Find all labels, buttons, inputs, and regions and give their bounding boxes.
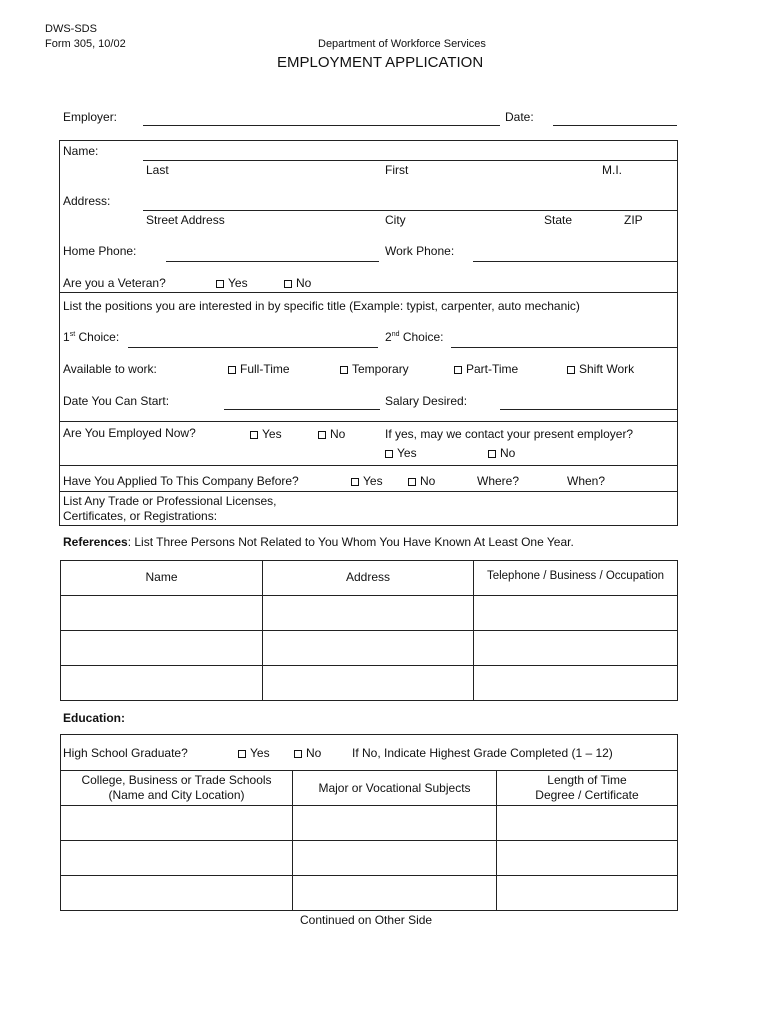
checkbox-icon[interactable]	[228, 366, 236, 374]
veteran-yes-option[interactable]	[216, 276, 248, 290]
employed-question: Are You Employed Now?	[63, 426, 196, 440]
applied-when-label: When?	[567, 474, 606, 488]
divider	[59, 491, 678, 492]
shift-work-option[interactable]	[567, 362, 634, 376]
option-label: Full-Time	[240, 362, 290, 376]
ordinal-suffix: nd	[391, 331, 400, 338]
references-heading-bold: References	[63, 535, 128, 549]
option-label: Shift Work	[579, 362, 635, 376]
applied-no-option[interactable]	[408, 474, 435, 488]
available-label: Available to work:	[63, 362, 157, 376]
address-zip-caption: ZIP	[624, 213, 643, 227]
veteran-question: Are you a Veteran?	[63, 276, 166, 290]
ordinal-suffix: st	[69, 331, 76, 338]
education-col-school	[61, 773, 292, 803]
date-field[interactable]	[553, 125, 677, 126]
option-label: Yes	[363, 474, 383, 488]
education-col-major: Major or Vocational Subjects	[318, 781, 471, 795]
applied-yes-option[interactable]	[351, 474, 383, 488]
choice-label: Choice:	[75, 330, 120, 344]
option-label: Yes	[397, 446, 417, 460]
positions-instruction: List the positions you are interested in by specific title (Example: typist, carpenter, auto mechanic)	[63, 299, 580, 313]
divider	[59, 465, 678, 466]
checkbox-icon[interactable]	[488, 450, 496, 458]
checkbox-icon[interactable]	[250, 431, 258, 439]
page-title: EMPLOYMENT APPLICATION	[277, 54, 484, 71]
checkbox-icon[interactable]	[294, 750, 302, 758]
start-date-label: Date You Can Start:	[63, 394, 170, 408]
checkbox-icon[interactable]	[238, 750, 246, 758]
date-label: Date:	[505, 110, 534, 124]
first-choice-label	[63, 330, 119, 344]
name-first-caption: First	[385, 163, 409, 177]
option-label: Yes	[228, 276, 248, 290]
option-label: Yes	[250, 746, 270, 760]
col-header-line: (Name and City Location)	[108, 788, 245, 802]
work-phone-field[interactable]	[473, 261, 678, 262]
employer-field[interactable]	[143, 125, 500, 126]
address-street-caption: Street Address	[146, 213, 225, 227]
checkbox-icon[interactable]	[351, 478, 359, 486]
first-choice-field[interactable]	[128, 347, 378, 348]
col-header-line: Degree / Certificate	[535, 788, 639, 802]
salary-field[interactable]	[500, 409, 678, 410]
checkbox-icon[interactable]	[216, 280, 224, 288]
option-label: Temporary	[352, 362, 409, 376]
employed-no-option[interactable]	[318, 427, 345, 441]
ordinal-number: 1	[63, 330, 70, 344]
address-field[interactable]	[143, 210, 678, 211]
col-header-line: College, Business or Trade Schools	[81, 773, 272, 787]
checkbox-icon[interactable]	[385, 450, 393, 458]
form-code: DWS-SDS	[45, 23, 97, 35]
applied-question: Have You Applied To This Company Before?	[63, 474, 299, 488]
education-row-3[interactable]	[61, 876, 677, 910]
hs-no-option[interactable]	[294, 746, 321, 760]
reference-row-2[interactable]	[61, 631, 677, 664]
applicant-info-box	[59, 140, 678, 526]
option-label: No	[330, 427, 346, 441]
choice-label: Choice:	[399, 330, 444, 344]
second-choice-field[interactable]	[451, 347, 678, 348]
divider	[59, 421, 678, 422]
address-label: Address:	[63, 194, 111, 208]
education-col-length	[497, 773, 677, 803]
col-header-line: Length of Time	[547, 773, 627, 787]
salary-label: Salary Desired:	[385, 394, 468, 408]
department-name: Department of Workforce Services	[318, 38, 486, 50]
hs-yes-option[interactable]	[238, 746, 270, 760]
licenses-label-line2: Certificates, or Registrations:	[63, 509, 218, 523]
reference-row-3[interactable]	[61, 666, 677, 700]
employer-label: Employer:	[63, 110, 118, 124]
name-label: Name:	[63, 144, 99, 158]
name-mi-caption: M.I.	[602, 163, 622, 177]
employed-yes-option[interactable]	[250, 427, 282, 441]
name-last-caption: Last	[146, 163, 169, 177]
option-label: Yes	[262, 427, 282, 441]
work-phone-label: Work Phone:	[385, 244, 455, 258]
contact-no-option[interactable]	[488, 446, 515, 460]
references-heading-text: : List Three Persons Not Related to You Whom You Have Known At Least One Year.	[127, 535, 574, 549]
home-phone-label: Home Phone:	[63, 244, 137, 258]
references-col-phone: Telephone / Business / Occupation	[486, 570, 665, 582]
option-label: No	[500, 446, 516, 460]
divider	[59, 292, 678, 293]
checkbox-icon[interactable]	[318, 431, 326, 439]
option-label: No	[420, 474, 436, 488]
licenses-label-line1: List Any Trade or Professional Licenses,	[63, 494, 277, 508]
full-time-option[interactable]	[228, 362, 290, 376]
checkbox-icon[interactable]	[340, 366, 348, 374]
continued-note: Continued on Other Side	[300, 913, 433, 927]
name-field[interactable]	[143, 160, 678, 161]
row-divider	[60, 770, 678, 771]
option-label: Part-Time	[466, 362, 519, 376]
contact-question: If yes, may we contact your present employer?	[385, 427, 634, 441]
checkbox-icon[interactable]	[408, 478, 416, 486]
education-row-2[interactable]	[61, 841, 677, 874]
education-heading: Education:	[63, 711, 125, 725]
reference-row-1[interactable]	[61, 596, 677, 629]
second-choice-label	[385, 330, 444, 344]
references-col-name: Name	[145, 570, 178, 584]
option-label: No	[296, 276, 312, 290]
ordinal-number: 2	[385, 330, 392, 344]
home-phone-field[interactable]	[166, 261, 379, 262]
option-label: No	[306, 746, 322, 760]
temporary-option[interactable]	[340, 362, 409, 376]
checkbox-icon[interactable]	[454, 366, 462, 374]
applied-where-label: Where?	[477, 474, 520, 488]
part-time-option[interactable]	[454, 362, 518, 376]
start-date-field[interactable]	[224, 409, 380, 410]
education-row-1[interactable]	[61, 806, 677, 839]
hs-graduate-question: High School Graduate?	[63, 746, 188, 760]
highest-grade-label: If No, Indicate Highest Grade Completed (1 – 12)	[352, 746, 613, 760]
contact-yes-option[interactable]	[385, 446, 417, 460]
checkbox-icon[interactable]	[567, 366, 575, 374]
veteran-no-option[interactable]	[284, 276, 311, 290]
form-number: Form 305, 10/02	[45, 38, 126, 50]
address-state-caption: State	[544, 213, 573, 227]
checkbox-icon[interactable]	[284, 280, 292, 288]
references-heading	[63, 535, 574, 549]
references-col-address: Address	[345, 570, 391, 584]
address-city-caption: City	[385, 213, 406, 227]
